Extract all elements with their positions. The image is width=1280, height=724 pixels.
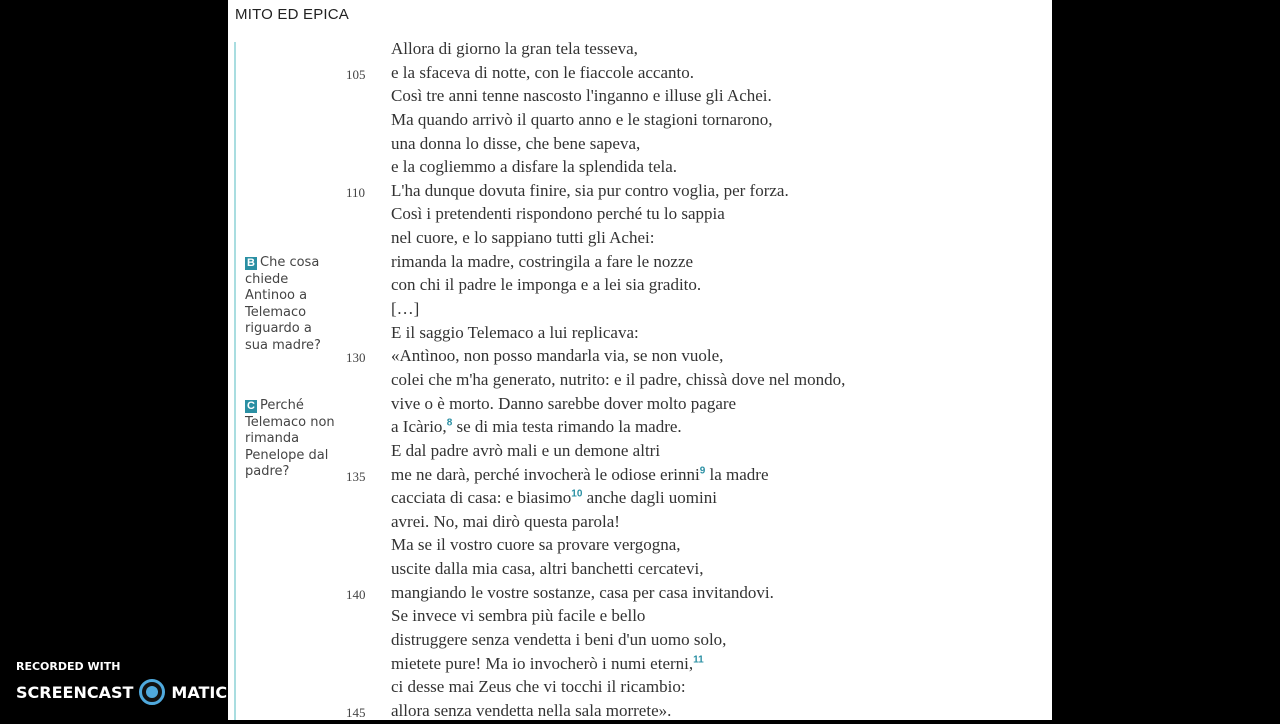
question-text: Perché Telemaco non rimanda Penelope dal padre? [245, 398, 335, 480]
screencast-watermark [16, 660, 227, 705]
verse-text [391, 157, 677, 177]
verse-segment: cacciata di casa: e biasimo [391, 488, 572, 508]
verse-text [391, 275, 701, 295]
verse-segment: L'ha dunque dovuta finire, sia pur contro voglia, per forza. [391, 180, 789, 200]
verse-segment: vive o è morto. Danno sarebbe dover molto pagare [391, 393, 737, 413]
verse-text [391, 535, 681, 555]
verse-segment: Ma quando arrivò il quarto anno e le stagioni tornarono, [391, 109, 773, 129]
line-number: 105 [346, 66, 366, 82]
footnote-ref[interactable]: 9 [699, 464, 706, 476]
verse-segment: nel cuore, e lo sappiano tutti gli Achei: [391, 228, 655, 248]
verse-segment: una donna lo disse, che bene sapeva, [391, 133, 641, 153]
verse-segment: […] [391, 299, 420, 319]
question-badge: C [245, 400, 257, 413]
verse-segment: «Antìnoo, non posso mandarla via, se non vuole, [391, 346, 724, 366]
question-badge: B [245, 257, 257, 270]
verse-text [391, 488, 717, 508]
verse-segment: e la sfaceva di notte, con le fiaccole accanto. [391, 62, 694, 82]
verse-segment: colei che m'ha generato, nutrito: e il padre, chissà dove nel mondo, [391, 369, 846, 389]
line-number: 140 [346, 586, 366, 602]
verse-text [391, 39, 638, 59]
verse-segment: Così i pretendenti rispondono perché tu lo sappia [391, 204, 725, 224]
line-number: 130 [346, 350, 366, 366]
verse-text [391, 86, 772, 106]
verse-segment: se di mia testa rimando la madre. [452, 417, 682, 437]
verse-text [391, 559, 703, 579]
verse-segment: la madre [705, 464, 769, 484]
verse-text [391, 394, 736, 414]
verse-segment: E dal padre avrò mali e un demone altri [391, 440, 661, 460]
verse-segment: Allora di giorno la gran tela tesseva, [391, 39, 638, 58]
verse-text [391, 512, 620, 532]
verse-segment: avrei. No, mai dirò questa parola! [391, 511, 620, 531]
verse-segment: uscite dalla mia casa, altri banchetti cercatevi, [391, 559, 704, 579]
margin-rule [234, 42, 236, 720]
verse-text [391, 654, 704, 674]
watermark-brand-right: MATIC [171, 682, 228, 702]
verse-segment: mangiando le vostre sostanze, casa per casa invitandovi. [391, 582, 774, 602]
verse-text [391, 323, 639, 343]
watermark-recorded: RECORDED WITH [16, 660, 121, 673]
verse-segment: rimanda la madre, costringila a fare le nozze [391, 251, 694, 271]
verse-segment: me ne darà, perché invocherà le odiose erinni [391, 464, 700, 484]
verse-text [391, 299, 419, 319]
verse-text [391, 583, 774, 603]
verse-text [391, 181, 789, 201]
footnote-ref[interactable]: 11 [693, 653, 704, 665]
verse-segment: Se invece vi sembra più facile e bello [391, 606, 646, 626]
question-text: Che cosa chiede Antinoo a Telemaco riguardo a sua madre? [245, 255, 321, 353]
watermark-brand-left: SCREENCAST [16, 682, 134, 702]
verse-text [391, 370, 845, 390]
verse-text [391, 441, 660, 461]
margin-question-c [245, 398, 335, 481]
verse-text [391, 606, 645, 626]
verse-text [391, 630, 726, 650]
verse-segment: con chi il padre le imponga e a lei sia gradito. [391, 275, 702, 295]
verse-segment: allora senza vendetta nella sala morrete». [391, 700, 672, 720]
verse-text [391, 252, 693, 272]
verse-segment: a Icàrio, [391, 417, 447, 437]
verse-text [391, 465, 769, 485]
book-page [228, 0, 1052, 720]
line-number: 145 [346, 704, 366, 720]
footnote-ref[interactable]: 8 [446, 417, 453, 429]
verse-text [391, 677, 686, 697]
verse-text [391, 228, 654, 248]
line-number: 110 [346, 184, 366, 200]
verse-text [391, 63, 694, 83]
screencast-logo-icon [139, 679, 165, 705]
section-header: MITO ED EPICA [235, 6, 350, 23]
verse-segment: mietete pure! Ma io invocherò i numi eterni, [391, 653, 694, 673]
verse-segment: anche dagli uomini [582, 488, 717, 508]
verse-segment: E il saggio Telemaco a lui replicava: [391, 322, 639, 342]
verse-segment: e la cogliemmo a disfare la splendida tela. [391, 157, 678, 177]
verse-text [391, 134, 640, 154]
margin-question-b [245, 255, 335, 355]
verse-segment: distruggere senza vendetta i beni d'un uomo solo, [391, 630, 727, 649]
verse-text [391, 110, 772, 130]
verse-segment: Ma se il vostro cuore sa provare vergogna, [391, 535, 681, 555]
verse-text [391, 346, 723, 366]
verse-segment: ci desse mai Zeus che vi tocchi il ricambio: [391, 677, 686, 697]
verse-text [391, 204, 725, 224]
line-number: 135 [346, 468, 366, 484]
verse-segment: Così tre anni tenne nascosto l'inganno e illuse gli Achei. [391, 86, 772, 106]
verse-text [391, 417, 682, 437]
footnote-ref[interactable]: 10 [571, 488, 583, 500]
verse-text [391, 701, 671, 721]
